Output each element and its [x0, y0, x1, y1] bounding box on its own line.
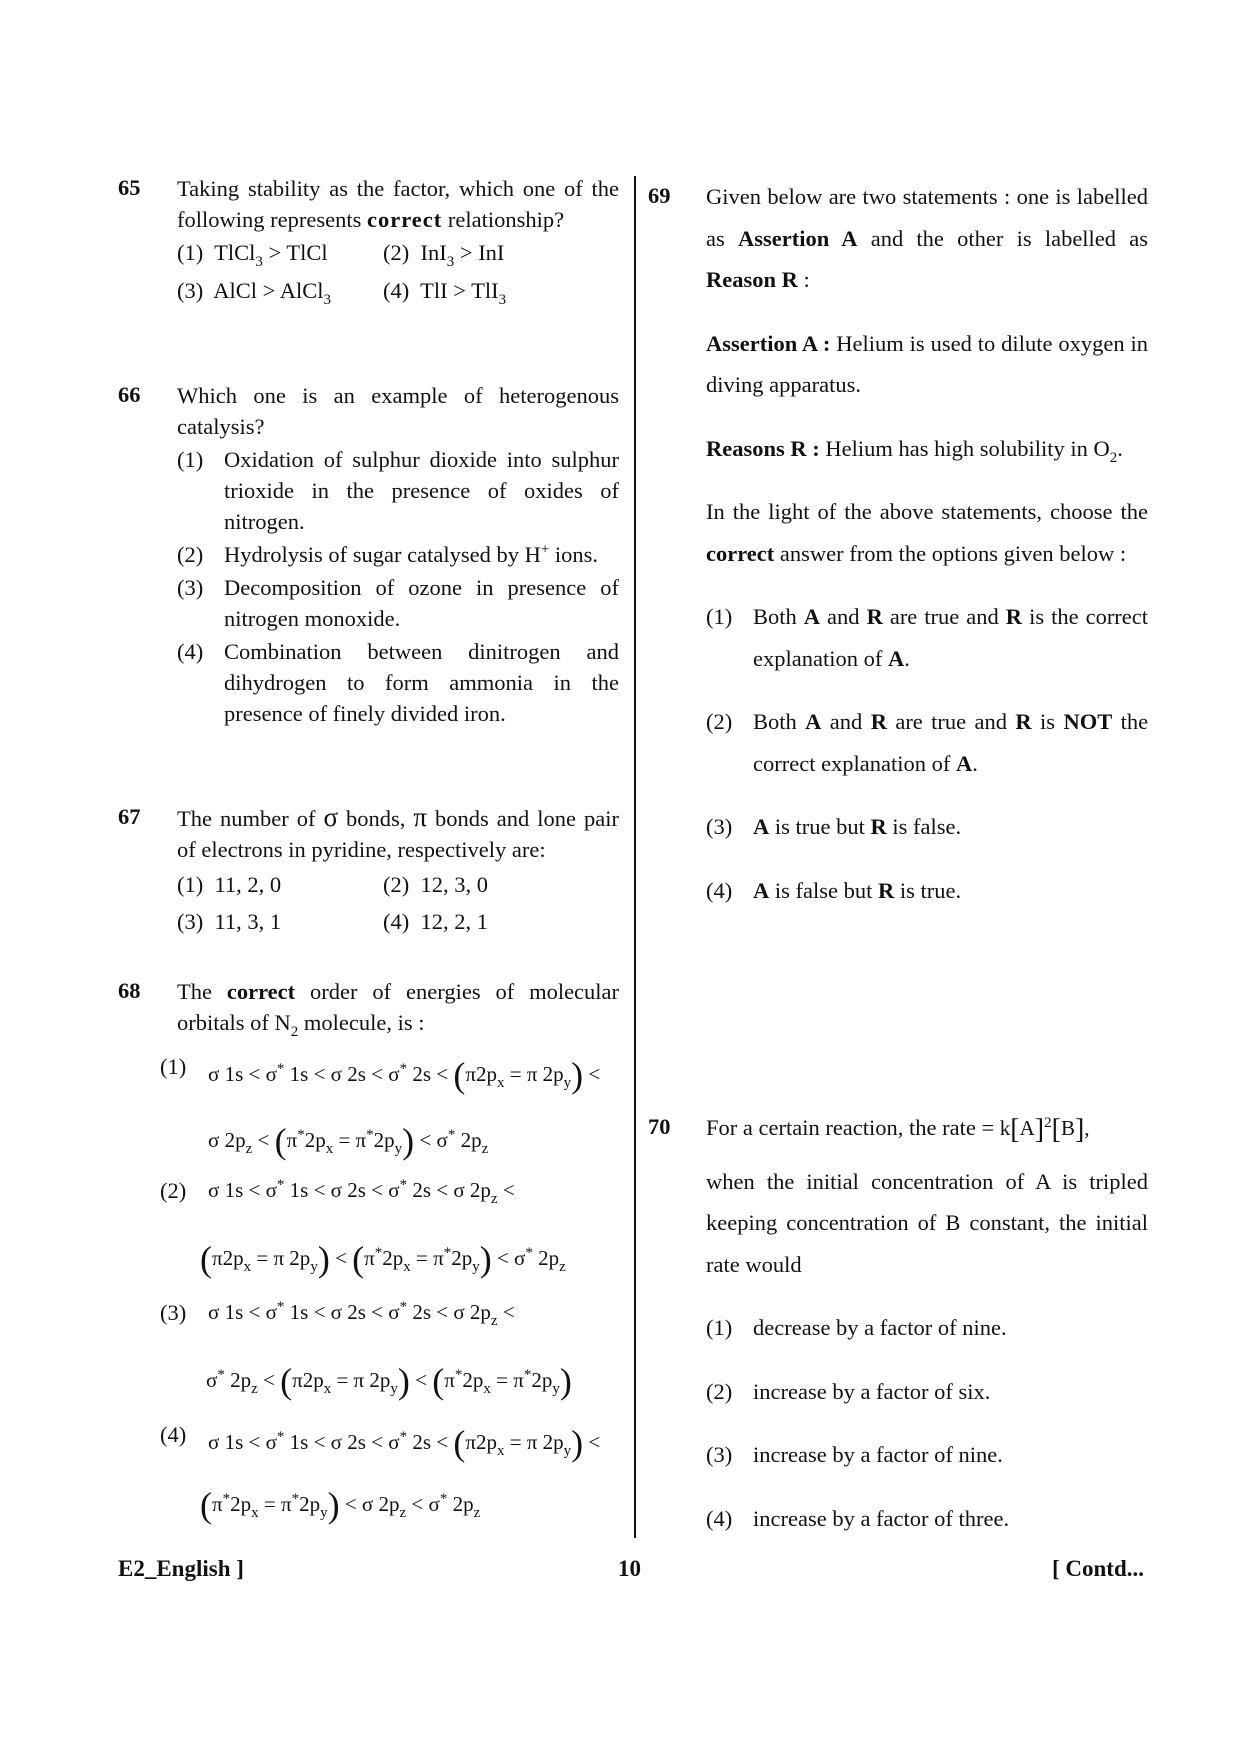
option-3[interactable]: (3) Decomposition of ozone in presence of nitrogen monoxide. [177, 575, 619, 631]
question-65 [177, 173, 619, 306]
option-4[interactable]: (4) A is false but R is true. [706, 877, 962, 903]
question-66 [177, 380, 619, 729]
question-67 [177, 802, 619, 937]
option-1[interactable]: (1) Both A and R are true and R is the correct explanation of A. [706, 604, 1149, 671]
option-4[interactable]: (4) Combination between dinitrogen and dihydrogen to form ammonia in the presence of finely divided iron. [177, 639, 619, 726]
options-row [177, 906, 619, 937]
question-intro: Given below are two statements : one is labelled as Assertion A and the other is labelled as Reason R : [706, 184, 1149, 292]
instruction: In the light of the above statements, choose the correct answer from the options given below : [706, 499, 1148, 566]
option-1-line-2: σ $2p_z < (\pi^*2p_x = \pi^*2p_y) < \sigma^*$ $2p_z$ [208, 1121, 489, 1161]
question-stem: For a certain reaction, the rate = $k[A]^2[B]$, when the initial concentration of A is tripled keeping concentration of B constant, the initial rate would [706, 1114, 1148, 1277]
page-number: 10 [618, 1556, 641, 1581]
option-1[interactable]: (1) 11, 2, 0 [177, 872, 282, 897]
question-number: 67 [118, 804, 141, 829]
question-stem: The correct order of energies of molecular orbitals of $N_2$ molecule, is : [177, 979, 620, 1040]
footer-paper-code: E2_English ] [118, 1556, 244, 1581]
option-4[interactable]: (4) increase by a factor of three. [706, 1505, 1010, 1531]
options-row [177, 237, 619, 268]
option-3[interactable]: (3) increase by a factor of nine. [706, 1442, 1003, 1467]
question-stem: Which one is an example of heterogenous catalysis? [177, 383, 619, 439]
option-1[interactable]: (1) decrease by a factor of nine. [706, 1315, 1007, 1340]
option-1[interactable]: (1) σ 1s < σ* 1s < σ 2s < σ* $2s < (\pi 2p_x = \pi$ $2p_y$) < [160, 1054, 601, 1095]
option-4[interactable]: (4) σ 1s < σ* 1s < σ 2s < σ* $2s < (\pi 2p_x = \pi$ $2p_y$) < [160, 1422, 601, 1463]
question-70 [706, 1107, 1148, 1539]
question-68-stem [177, 976, 619, 1038]
question-stem: Taking stability as the factor, which one of the following represents correct relationship? [177, 176, 619, 232]
question-number: 65 [118, 175, 141, 200]
option-3[interactable]: (3) A is true but R is false. [706, 814, 962, 839]
option-2[interactable]: (2) σ 1s < σ* 1s < σ 2s < σ* 2s < σ $2p_z$ < [160, 1177, 515, 1207]
options-row [177, 275, 619, 306]
question-number: 70 [648, 1114, 671, 1139]
question-number: 68 [118, 978, 141, 1003]
option-3[interactable]: (3) σ 1s < σ* 1s < σ 2s < σ* 2s < σ $2p_z$ < [160, 1299, 515, 1329]
option-4[interactable]: (4) 12, 2, 1 [383, 909, 488, 934]
option-2[interactable]: (2) Both A and R are true and R is NOT the correct explanation of A. [706, 709, 1149, 776]
question-69 [706, 176, 1148, 911]
question-number: 69 [648, 183, 671, 208]
column-divider [634, 176, 636, 1538]
option-4-line-2: $(\pi^*2p_x = \pi^*2p_y) < \sigma$ $2p_z < \sigma^*$ $2p_z$ [200, 1485, 481, 1525]
option-1[interactable]: (1) Oxidation of sulphur dioxide into sulphur trioxide in the presence of oxides of nitrogen. [177, 447, 619, 534]
reason: Reasons R : Helium has high solubility in $O_2$. [706, 435, 1123, 466]
option-3[interactable]: (3) AlCl > AlCl$_3$ [177, 278, 331, 308]
option-3[interactable]: (3) 11, 3, 1 [177, 909, 282, 934]
option-3-line-2: σ* $2p_z < (\pi 2p_x = \pi$ $2p_y) < (\pi^*2p_x = \pi^*2p_y)$ [206, 1361, 572, 1401]
option-2-line-2: ($\pi 2p_x = \pi$ $2p_y) < (\pi^*2p_x = \pi^*2p_y) < \sigma^*$ $2p_z$ [200, 1239, 566, 1279]
question-number: 66 [118, 382, 141, 407]
footer-continued: [ Contd... [1051, 1556, 1144, 1581]
rate-expression: $k[A]^2[B]$, [999, 1114, 1090, 1145]
option-2[interactable]: (2) InI$_3$ > InI [383, 240, 505, 270]
option-2[interactable]: (2) Hydrolysis of sugar catalysed by H+ ions. [177, 541, 599, 567]
option-4[interactable]: (4) TlI > TlI$_3$ [383, 278, 507, 308]
option-2[interactable]: (2) increase by a factor of six. [706, 1378, 991, 1404]
options-row [177, 869, 619, 900]
question-stem: The number of σ bonds, π bonds and lone pair of electrons in pyridine, respectively are: [177, 802, 619, 862]
assertion: Assertion A : Helium is used to dilute oxygen in diving apparatus. [706, 330, 1149, 397]
option-2[interactable]: (2) 12, 3, 0 [383, 872, 488, 897]
option-1[interactable]: (1) TlCl$_3$ > TlCl [177, 240, 328, 270]
